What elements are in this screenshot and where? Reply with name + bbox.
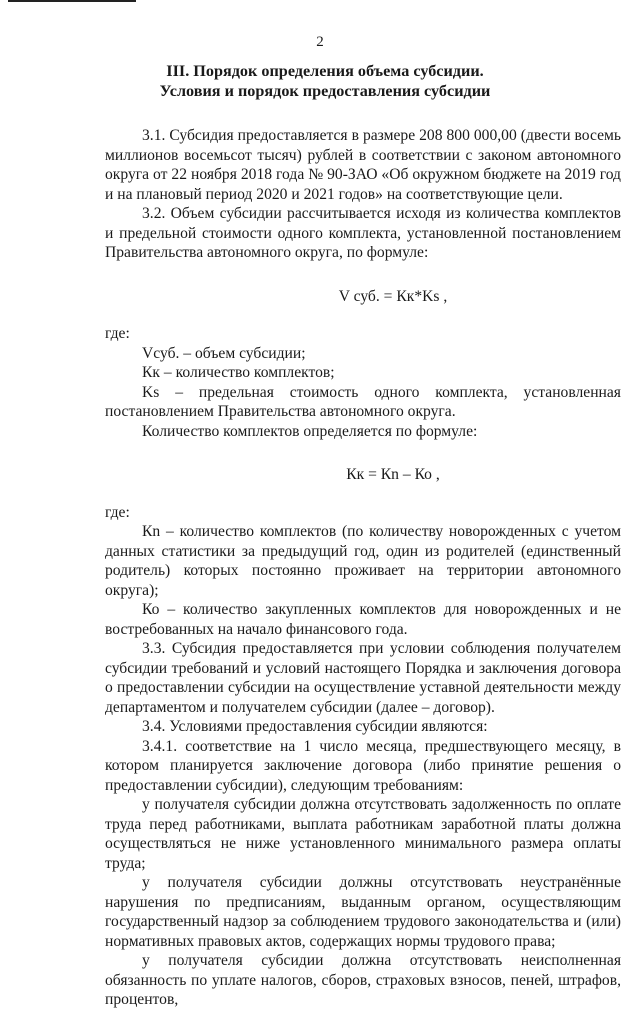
document-body: [105, 126, 621, 1010]
requirement-tax-debt: у получателя субсидии должна отсутствовать неисполненная обязанность по уплате налогов, сборов, страховых взносов, пеней, штрафов, процентов,: [105, 952, 621, 1008]
count-intro: Количество комплектов определяется по формуле:: [142, 422, 478, 440]
paragraph-3-1: 3.1. Субсидия предоставляется в размере 208 800 000,00 (двести восемь миллионов восемьсот тысяч) рублей в соответствии с законом автономного округа от 22 ноября 2018 года № 90-ЗАО «Об окружном бюджете на 2019 год и на плановый период 2020 и 2021 годов» на соответствующие цели.: [105, 127, 621, 203]
where-label-1: где:: [105, 325, 130, 342]
paragraph-3-4: 3.4. Условиями предоставления субсидии являются:: [142, 718, 488, 735]
definition-kk: Кк – количество комплектов;: [142, 364, 335, 381]
requirement-labor-violations: у получателя субсидии должны отсутствовать неустранённые нарушения по предписаниям, выданным органом, осуществляющим государственный надзор за соблюдением трудового законодательства и (или) нормативных правовых актов, содержащих нормы трудового права;: [105, 874, 621, 950]
where-label-2: где:: [105, 503, 130, 521]
section-heading: [100, 61, 550, 101]
paragraph-3-3: 3.3. Субсидия предоставляется при условии соблюдения получателем субсидии требований и условий настоящего Порядка и заключения договора о предоставлении субсидии на осуществление уставной деятельности между департаментом и получателем субсидии (далее – договор).: [105, 640, 621, 716]
top-border-line: [8, 0, 136, 2]
requirement-wage-debt: у получателя субсидии должна отсутствовать задолженность по оплате труда перед работниками, выплата работникам заработной платы должна осуществляться не ниже установленного минимального размера оплаты труда;: [105, 796, 621, 872]
definition-kn: Кn – количество комплектов (по количеству новорожденных с учетом данных статистики за предыдущий год, один из родителей (единственный родитель) которых постоянно проживает на территории автономного округа);: [105, 523, 621, 599]
section-heading-line-1: III. Порядок определения объема субсидии.: [166, 62, 484, 80]
section-heading-line-2: Условия и порядок предоставления субсидии: [159, 82, 491, 100]
formula-kit-count: Кк = Кn – Ко ,: [346, 466, 440, 483]
definition-v: Vсуб. – объем субсидии;: [142, 344, 306, 362]
formula-subsidy-volume: V суб. = Кк*Ks ,: [338, 287, 448, 305]
definition-ks: Ks – предельная стоимость одного комплекта, установленная постановлением Правительства автономного округа.: [105, 383, 621, 420]
paragraph-3-4-1: 3.4.1. соответствие на 1 число месяца, предшествующего месяцу, в котором планируется заключение договора (либо принятие решения о предоставлении субсидии), следующим требованиям:: [105, 737, 621, 794]
definition-ko: Ко – количество закупленных комплектов для новорожденных и не востребованных на начало финансового года.: [105, 601, 621, 638]
paragraph-3-2: 3.2. Объем субсидии рассчитывается исходя из количества комплектов и предельной стоимости одного комплекта, установленной постановлением Правительства автономного округа, по формуле:: [105, 205, 621, 261]
page-number: 2: [316, 34, 324, 50]
